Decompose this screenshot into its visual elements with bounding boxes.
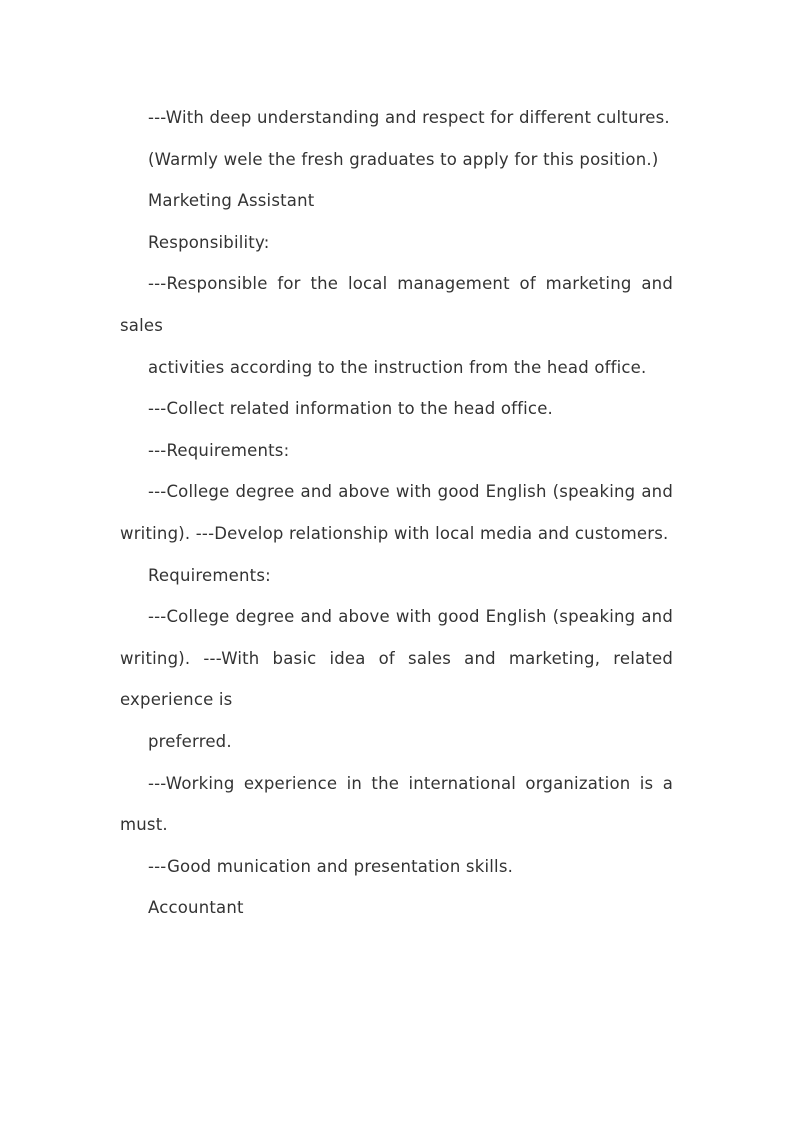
paragraph-international-org: ---Working experience in the international organization is a must. <box>120 773 673 835</box>
paragraph-local-management: ---Responsible for the local management of marketing and sales <box>120 274 673 335</box>
paragraph-fresh-graduates: (Warmly wele the fresh graduates to apply for this position.) <box>148 149 659 169</box>
paragraph-preferred: preferred. <box>148 731 232 751</box>
paragraph-cultures: ---With deep understanding and respect for different cultures. <box>148 108 670 127</box>
heading-requirements: Requirements: <box>148 565 271 585</box>
paragraph-collect-info: ---Collect related information to the head office. <box>148 399 554 419</box>
heading-responsibility: Responsibility: <box>148 232 270 252</box>
document-page <box>120 97 673 929</box>
heading-marketing-assistant: Marketing Assistant <box>148 191 315 211</box>
paragraph-college-degree-media: ---College degree and above with good English (speaking and writing). ---Develop relationship with local media and customers. <box>120 482 673 543</box>
paragraph-communication-skills: ---Good munication and presentation skills. <box>148 856 514 876</box>
heading-accountant: Accountant <box>148 898 244 918</box>
paragraph-activities: activities according to the instruction from the head office. <box>148 357 647 377</box>
paragraph-college-degree-sales: ---College degree and above with good English (speaking and writing). ---With basic idea of sales and marketing, related experience is <box>120 607 673 710</box>
heading-requirements-dashed: ---Requirements: <box>148 440 290 460</box>
